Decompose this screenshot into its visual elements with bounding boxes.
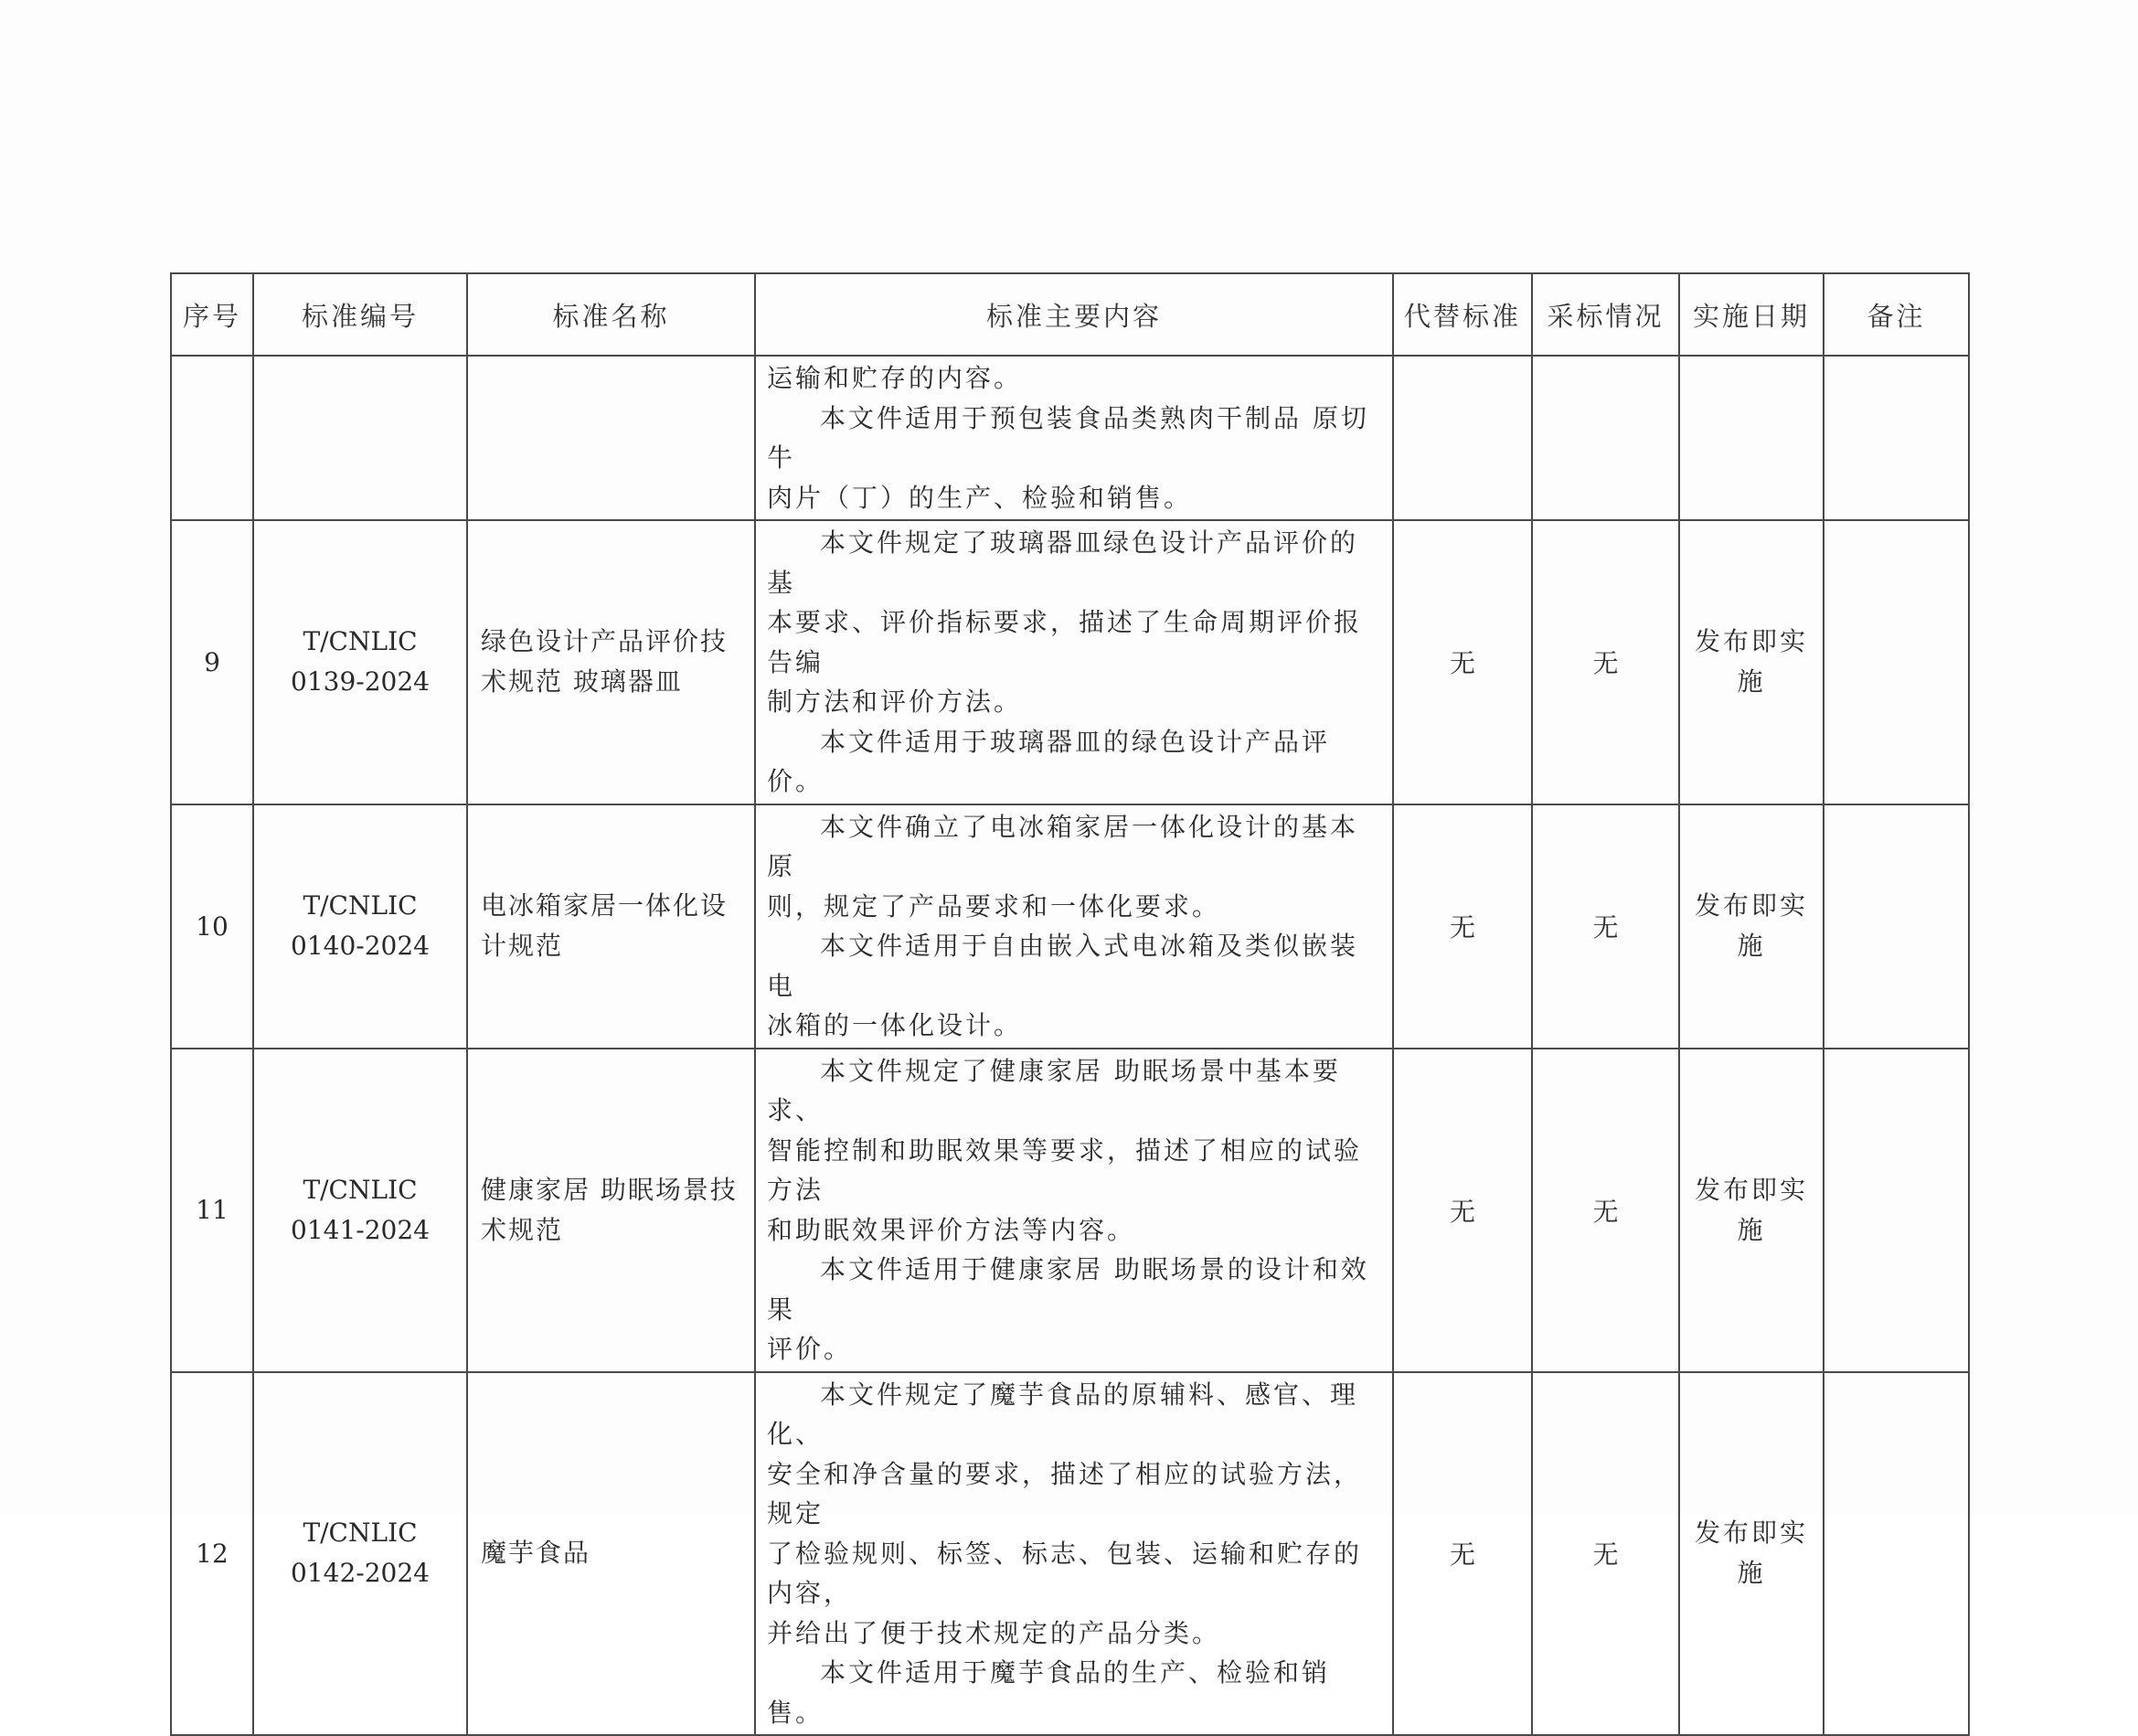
table-row bbox=[171, 1049, 1969, 1372]
implementation-date-cell bbox=[1679, 1049, 1824, 1372]
standard-code-cell bbox=[253, 356, 467, 520]
code-number: 0141-2024 bbox=[291, 1214, 430, 1245]
table-row bbox=[171, 1372, 1969, 1736]
content-line: 和助眠效果评价方法等内容。 bbox=[767, 1214, 1136, 1245]
implementation-date-cell bbox=[1679, 520, 1824, 804]
standard-name-cell bbox=[467, 1372, 755, 1736]
standards-table bbox=[170, 272, 1970, 1736]
table-row bbox=[171, 520, 1969, 804]
name-line: 计规范 bbox=[481, 931, 564, 961]
main-content-cell bbox=[755, 804, 1393, 1049]
content-line: 智能控制和助眠效果等要求，描述了相应的试验方法 bbox=[767, 1134, 1363, 1205]
header-serial-number: 序号 bbox=[171, 273, 253, 356]
remarks-cell bbox=[1824, 520, 1969, 804]
header-main-content: 标准主要内容 bbox=[755, 273, 1393, 356]
content-line: 了检验规则、标签、标志、包装、运输和贮存的内容， bbox=[767, 1538, 1363, 1608]
content-line: 安全和净含量的要求，描述了相应的试验方法，规定 bbox=[767, 1458, 1363, 1528]
content-line: 则，规定了产品要求和一体化要求。 bbox=[767, 890, 1221, 921]
replaced-standard-cell: 无 bbox=[1393, 1372, 1532, 1736]
content-line: 本文件适用于健康家居 助眠场景的设计和效果 bbox=[767, 1254, 1369, 1325]
content-line: 本文件适用于自由嵌入式电冰箱及类似嵌装电 bbox=[767, 931, 1359, 1001]
content-line: 肉片（丁）的生产、检验和销售。 bbox=[767, 482, 1193, 513]
replaced-standard-cell: 无 bbox=[1393, 1049, 1532, 1372]
main-content-cell bbox=[755, 1049, 1393, 1372]
content-line: 本文件确立了电冰箱家居一体化设计的基本原 bbox=[767, 811, 1359, 881]
content-line: 并给出了便于技术规定的产品分类。 bbox=[767, 1617, 1221, 1648]
date-line: 施 bbox=[1737, 1558, 1766, 1589]
code-prefix: T/CNLIC bbox=[303, 626, 418, 657]
date-line: 发布即实 bbox=[1694, 626, 1808, 657]
serial-number-cell: 10 bbox=[171, 804, 253, 1049]
remarks-cell bbox=[1824, 1049, 1969, 1372]
adoption-status-cell: 无 bbox=[1532, 1372, 1679, 1736]
serial-number-cell: 9 bbox=[171, 520, 253, 804]
header-standard-name: 标准名称 bbox=[467, 273, 755, 356]
replaced-standard-cell: 无 bbox=[1393, 804, 1532, 1049]
header-adoption-status: 采标情况 bbox=[1532, 273, 1679, 356]
date-line: 发布即实 bbox=[1694, 1518, 1808, 1549]
name-line: 健康家居 助眠场景技 bbox=[481, 1174, 738, 1205]
content-line: 本文件适用于魔芋食品的生产、检验和销售。 bbox=[767, 1657, 1331, 1728]
code-prefix: T/CNLIC bbox=[303, 1518, 418, 1549]
main-content-cell bbox=[755, 520, 1393, 804]
content-line: 制方法和评价方法。 bbox=[767, 687, 1023, 717]
name-line: 术规范 bbox=[481, 1214, 564, 1245]
table-row bbox=[171, 356, 1969, 520]
code-prefix: T/CNLIC bbox=[303, 1174, 418, 1205]
implementation-date-cell bbox=[1679, 356, 1824, 520]
standard-code-cell bbox=[253, 1049, 467, 1372]
standard-name-cell bbox=[467, 1049, 755, 1372]
adoption-status-cell: 无 bbox=[1532, 1049, 1679, 1372]
name-line: 魔芋食品 bbox=[481, 1538, 591, 1569]
main-content-cell bbox=[755, 356, 1393, 520]
remarks-cell bbox=[1824, 1372, 1969, 1736]
header-standard-code: 标准编号 bbox=[253, 273, 467, 356]
date-line: 施 bbox=[1737, 1214, 1766, 1245]
date-line: 施 bbox=[1737, 666, 1766, 698]
header-implementation-date: 实施日期 bbox=[1679, 273, 1824, 356]
standard-code-cell bbox=[253, 804, 467, 1049]
standard-name-cell bbox=[467, 356, 755, 520]
content-line: 运输和贮存的内容。 bbox=[767, 363, 1023, 393]
main-content-cell bbox=[755, 1372, 1393, 1736]
replaced-standard-cell bbox=[1393, 356, 1532, 520]
date-line: 施 bbox=[1737, 931, 1766, 961]
remarks-cell bbox=[1824, 356, 1969, 520]
adoption-status-cell: 无 bbox=[1532, 520, 1679, 804]
serial-number-cell: 11 bbox=[171, 1049, 253, 1372]
implementation-date-cell bbox=[1679, 1372, 1824, 1736]
standard-code-cell bbox=[253, 520, 467, 804]
name-line: 术规范 玻璃器皿 bbox=[481, 666, 683, 698]
header-remarks: 备注 bbox=[1824, 273, 1969, 356]
header-replaced-standard: 代替标准 bbox=[1393, 273, 1532, 356]
code-number: 0142-2024 bbox=[291, 1558, 430, 1589]
replaced-standard-cell: 无 bbox=[1393, 520, 1532, 804]
standard-name-cell bbox=[467, 804, 755, 1049]
date-line: 发布即实 bbox=[1694, 1174, 1808, 1205]
table-row bbox=[171, 804, 1969, 1049]
implementation-date-cell bbox=[1679, 804, 1824, 1049]
date-line: 发布即实 bbox=[1694, 890, 1808, 921]
content-line: 评价。 bbox=[767, 1334, 853, 1364]
content-line: 本文件适用于玻璃器皿的绿色设计产品评价。 bbox=[767, 726, 1331, 796]
content-line: 本文件规定了健康家居 助眠场景中基本要求、 bbox=[767, 1055, 1341, 1125]
adoption-status-cell: 无 bbox=[1532, 804, 1679, 1049]
code-number: 0139-2024 bbox=[291, 666, 430, 698]
adoption-status-cell bbox=[1532, 356, 1679, 520]
remarks-cell bbox=[1824, 804, 1969, 1049]
content-line: 本文件适用于预包装食品类熟肉干制品 原切牛 bbox=[767, 402, 1369, 473]
name-line: 电冰箱家居一体化设 bbox=[481, 890, 729, 921]
content-line: 本文件规定了玻璃器皿绿色设计产品评价的基 bbox=[767, 527, 1359, 598]
serial-number-cell bbox=[171, 356, 253, 520]
content-line: 本文件规定了魔芋食品的原辅料、感官、理化、 bbox=[767, 1379, 1359, 1449]
code-prefix: T/CNLIC bbox=[303, 890, 418, 921]
header-row bbox=[171, 273, 1969, 356]
code-number: 0140-2024 bbox=[291, 931, 430, 961]
serial-number-cell: 12 bbox=[171, 1372, 253, 1736]
standard-code-cell bbox=[253, 1372, 467, 1736]
standard-name-cell bbox=[467, 520, 755, 804]
name-line: 绿色设计产品评价技 bbox=[481, 626, 729, 657]
content-line: 冰箱的一体化设计。 bbox=[767, 1010, 1023, 1040]
content-line: 本要求、评价指标要求，描述了生命周期评价报告编 bbox=[767, 607, 1363, 677]
